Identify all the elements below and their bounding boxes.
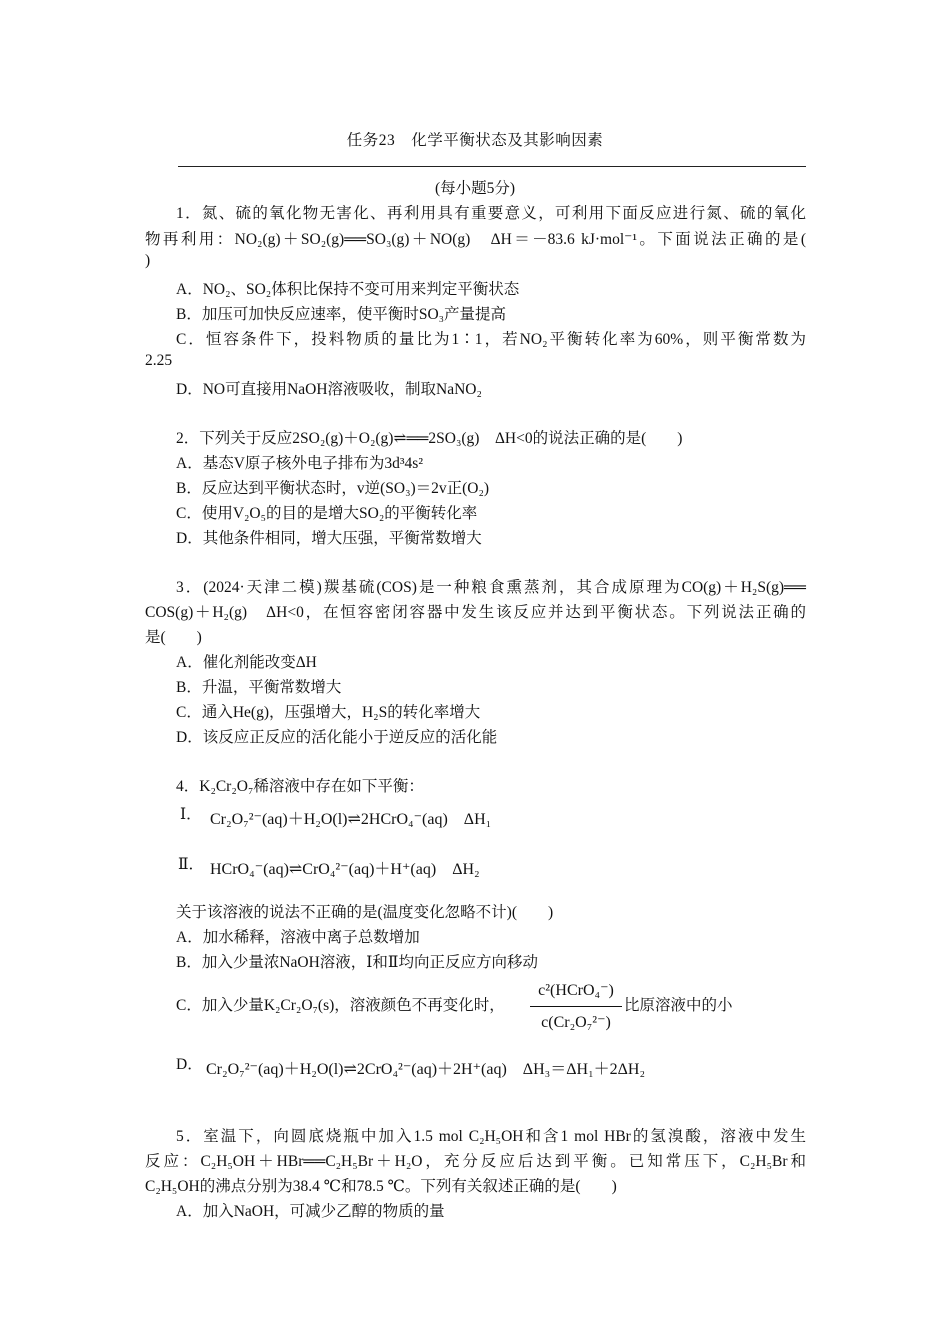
q4-option-b: B．加入少量浓NaOH溶液，Ⅰ和Ⅱ均向正反应方向移动 <box>176 954 538 971</box>
q4-option-d-equation: Cr₂O₇²⁻(aq)＋H₂O(l)⇌2CrO₄²⁻(aq)＋2H⁺(aq) ΔH₃＝ΔH₁＋2ΔH₂ <box>206 1061 646 1078</box>
q4-equation-2: HCrO₄⁻(aq)⇌CrO₄²⁻(aq)＋H⁺(aq) ΔH₂ <box>210 861 480 878</box>
q2-option-c: C．使用V₂O₅的目的是增大SO₂的平衡转化率 <box>176 505 478 522</box>
q4-option-c-prefix: C．加入少量K₂Cr₂O₇(s)，溶液颜色不再变化时， <box>176 997 505 1014</box>
page-title: 任务23 化学平衡状态及其影响因素 <box>346 132 604 149</box>
q1-stem-line-1: 1．氮、硫的氧化物无害化、再利用具有重要意义，可利用下面反应进行氮、硫的氧化 <box>176 205 806 222</box>
q3-option-a: A．催化剂能改变ΔH <box>176 654 317 671</box>
q1-stem-line-2: 物再利用：NO₂(g)＋SO₂(g)══SO₃(g)＋NO(g) ΔH＝－83.6 kJ·mol⁻¹。下面说法正确的是( <box>145 231 806 248</box>
q4-option-a: A．加水稀释，溶液中离子总数增加 <box>176 929 420 946</box>
q1-option-c-line-1: C．恒容条件下，投料物质的量比为1∶1，若NO₂平衡转化率为60%，则平衡常数为 <box>176 331 806 348</box>
q1-option-b: B．加压可加快反应速率，使平衡时SO₃产量提高 <box>176 306 507 323</box>
q3-stem-line-3: 是( ) <box>145 629 202 646</box>
q3-stem-line-1: 3．(2024·天津二模)羰基硫(COS)是一种粮食熏蒸剂，其合成原理为CO(g)＋H₂S(g)══ <box>176 579 806 596</box>
q3-option-b: B．升温，平衡常数增大 <box>176 679 342 696</box>
q4-stem: 4．K₂Cr₂O₇稀溶液中存在如下平衡： <box>176 778 424 795</box>
q4-option-d-label: D． <box>176 1056 203 1073</box>
q4-eq2-label: Ⅱ． <box>178 856 205 873</box>
q4-option-c-numerator: c²(HCrO₄⁻) <box>538 982 614 999</box>
q4-question: 关于该溶液的说法不正确的是(温度变化忽略不计)( ) <box>176 904 554 921</box>
q2-option-a: A．基态V原子核外电子排布为3d³4s² <box>176 455 423 472</box>
q2-option-b: B．反应达到平衡状态时，v逆(SO₃)＝2v正(O₂) <box>176 480 490 497</box>
q3-stem-line-2: COS(g)＋H₂(g) ΔH<0，在恒容密闭容器中发生该反应并达到平衡状态。下列说法正确的 <box>145 604 806 621</box>
title-divider <box>178 166 806 167</box>
score-note: (每小题5分) <box>434 180 516 197</box>
q4-equation-1: Cr₂O₇²⁻(aq)＋H₂O(l)⇌2HCrO₄⁻(aq) ΔH₁ <box>210 811 492 828</box>
q5-option-a: A．加入NaOH，可减少乙醇的物质的量 <box>176 1203 445 1220</box>
q4-option-c-suffix: 比原溶液中的小 <box>624 997 733 1014</box>
q1-option-a: A．NO₂、SO₂体积比保持不变可用来判定平衡状态 <box>176 281 520 298</box>
q1-option-c-line-2: 2.25 <box>145 352 173 369</box>
q5-stem-line-1: 5．室温下，向圆底烧瓶中加入1.5 mol C₂H₅OH和含1 mol HBr的氢溴酸，溶液中发生 <box>176 1128 806 1145</box>
q3-option-d: D．该反应正反应的活化能小于逆反应的活化能 <box>176 729 498 746</box>
q4-eq1-label: Ⅰ． <box>180 806 202 823</box>
q2-option-d: D．其他条件相同，增大压强，平衡常数增大 <box>176 530 482 547</box>
q1-option-d: D．NO可直接用NaOH溶液吸收，制取NaNO₂ <box>176 381 482 398</box>
q5-stem-line-2: 反应：C₂H₅OH＋HBr══C₂H₅Br＋H₂O，充分反应后达到平衡。已知常压下，C₂H₅Br和 <box>145 1153 806 1170</box>
q5-stem-line-3: C₂H₅OH的沸点分别为38.4 ℃和78.5 ℃。下列有关叙述正确的是( ) <box>145 1178 617 1195</box>
q1-stem-line-3: ) <box>145 252 151 269</box>
q4-option-c-denominator: c(Cr₂O₇²⁻) <box>541 1014 611 1031</box>
q2-stem: 2．下列关于反应2SO₂(g)＋O₂(g)⇌══2SO₃(g) ΔH<0的说法正确的是( ) <box>176 430 683 447</box>
q3-option-c: C．通入He(g)，压强增大，H₂S的转化率增大 <box>176 704 481 721</box>
fraction-bar <box>530 1006 622 1007</box>
